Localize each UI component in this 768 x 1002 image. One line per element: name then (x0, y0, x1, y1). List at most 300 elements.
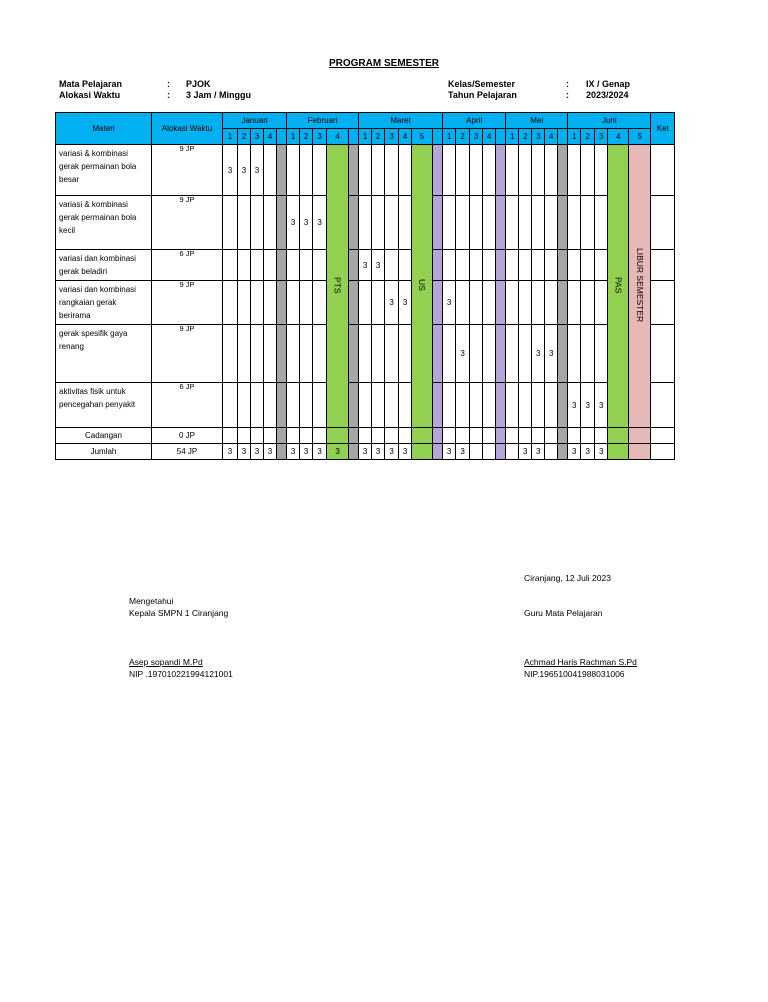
week-cell (506, 281, 519, 325)
colon: : (566, 79, 569, 89)
week-cell: 3 (456, 444, 470, 460)
week-cell (545, 383, 558, 428)
week-cell: 3 (313, 196, 327, 250)
week-cell: 3 (399, 444, 412, 460)
alokasi-cell: 0 JP (152, 428, 223, 444)
gray-separator (349, 196, 359, 250)
header-week: 3 (313, 129, 327, 145)
pts-cell (327, 428, 349, 444)
purple-separator (496, 325, 506, 383)
week-cell (519, 145, 532, 196)
week-cell (443, 428, 456, 444)
week-cell (595, 325, 608, 383)
week-cell (545, 281, 558, 325)
header-week: 5 (629, 129, 651, 145)
gray-separator (277, 325, 287, 383)
alokasi-cell: 9 JP (152, 196, 223, 250)
gray-separator (277, 196, 287, 250)
week-cell (545, 428, 558, 444)
left-signature-block (129, 595, 228, 619)
week-cell (456, 250, 470, 281)
header-week (558, 129, 568, 145)
alokasi-label: Alokasi Waktu (59, 90, 121, 100)
week-cell (568, 145, 581, 196)
ket-cell (651, 325, 675, 383)
purple-separator (496, 145, 506, 196)
purple-separator (433, 428, 443, 444)
week-cell (313, 325, 327, 383)
header-week: 3 (595, 129, 608, 145)
week-cell (238, 383, 251, 428)
week-cell (399, 428, 412, 444)
header-week: 3 (251, 129, 264, 145)
week-cell (313, 145, 327, 196)
week-cell (385, 250, 399, 281)
left-signer (129, 656, 233, 680)
week-cell: 3 (443, 281, 456, 325)
week-cell: 3 (287, 444, 300, 460)
week-cell (545, 250, 558, 281)
header-week: 2 (300, 129, 313, 145)
purple-separator (433, 196, 443, 250)
left-signer-nip: NIP .197010221994121001 (129, 669, 233, 679)
week-cell (238, 250, 251, 281)
materi-cell: variasi & kombinasi gerak permainan bola kecil (56, 196, 152, 250)
week-cell (300, 325, 313, 383)
purple-separator (433, 383, 443, 428)
week-cell: 3 (359, 444, 372, 460)
week-cell (359, 325, 372, 383)
materi-cell: aktivitas fisik untuk pencegahan penyakit (56, 383, 152, 428)
week-cell (595, 145, 608, 196)
header-week: 4 (608, 129, 629, 145)
week-cell: 3 (532, 444, 545, 460)
week-cell (506, 250, 519, 281)
week-cell (568, 196, 581, 250)
week-cell (264, 145, 277, 196)
week-cell (519, 428, 532, 444)
colon: : (566, 90, 569, 100)
week-cell (313, 281, 327, 325)
week-cell: 3 (359, 250, 372, 281)
page-title: PROGRAM SEMESTER (328, 58, 439, 69)
header-week: 3 (532, 129, 545, 145)
alokasi-cell: 9 JP (152, 281, 223, 325)
alokasi-cell: 6 JP (152, 383, 223, 428)
week-cell (470, 325, 483, 383)
week-cell (581, 281, 595, 325)
week-cell (385, 428, 399, 444)
header-month: Maret (359, 113, 443, 129)
week-cell (545, 444, 558, 460)
week-cell (483, 325, 496, 383)
gray-separator (277, 281, 287, 325)
week-cell (483, 196, 496, 250)
week-cell (519, 325, 532, 383)
pas-cell (608, 428, 629, 444)
meta-right-values (586, 79, 630, 101)
week-cell: 3 (545, 325, 558, 383)
purple-separator (433, 325, 443, 383)
program-semester-table (55, 112, 675, 460)
week-cell (399, 145, 412, 196)
lib-label: LIBUR SEMESTER (634, 247, 645, 323)
week-cell (385, 196, 399, 250)
week-cell (223, 428, 238, 444)
pts-label: PTS (332, 276, 343, 294)
lib-cell (629, 444, 651, 460)
week-cell (223, 325, 238, 383)
week-cell (470, 250, 483, 281)
header-week: 1 (287, 129, 300, 145)
week-cell (483, 428, 496, 444)
header-month: Januari (223, 113, 287, 129)
week-cell: 3 (456, 325, 470, 383)
week-cell: 3 (568, 444, 581, 460)
kelas-label: Kelas/Semester (448, 79, 516, 89)
right-signer-nip: NIP.196510041988031006 (524, 669, 625, 679)
week-cell: 3 (287, 196, 300, 250)
header-week: 4 (483, 129, 496, 145)
week-cell (287, 428, 300, 444)
place-date: Ciranjang, 12 Juli 2023 (524, 573, 611, 583)
header-ket: Ket (651, 113, 675, 145)
week-cell: 3 (251, 145, 264, 196)
week-cell (443, 145, 456, 196)
gray-separator (558, 325, 568, 383)
week-cell: 3 (223, 444, 238, 460)
meta-right-colons (566, 79, 569, 101)
week-cell (595, 250, 608, 281)
week-cell (470, 383, 483, 428)
week-cell (238, 325, 251, 383)
week-cell (595, 196, 608, 250)
alokasi-value: 3 Jam / Minggu (186, 90, 252, 100)
week-cell (443, 196, 456, 250)
week-cell (251, 428, 264, 444)
week-cell (519, 196, 532, 250)
week-cell: 3 (372, 444, 385, 460)
gray-separator (277, 383, 287, 428)
header-week: 1 (506, 129, 519, 145)
week-cell (372, 145, 385, 196)
week-cell (264, 196, 277, 250)
materi-cell: Jumlah (56, 444, 152, 460)
materi-cell: Cadangan (56, 428, 152, 444)
week-cell (506, 444, 519, 460)
right-signer (524, 656, 637, 680)
table-row (56, 250, 675, 281)
alokasi-cell: 54 JP (152, 444, 223, 460)
gray-separator (277, 145, 287, 196)
header-week: 1 (568, 129, 581, 145)
right-title: Guru Mata Pelajaran (524, 608, 603, 618)
header-month: Juni (568, 113, 651, 129)
week-cell (300, 383, 313, 428)
purple-separator (433, 145, 443, 196)
us-label: US (417, 279, 428, 291)
purple-separator (496, 383, 506, 428)
ket-cell (651, 428, 675, 444)
week-cell (532, 383, 545, 428)
week-cell (359, 281, 372, 325)
week-cell (581, 196, 595, 250)
week-cell (519, 250, 532, 281)
header-week: 2 (372, 129, 385, 145)
header-week: 1 (443, 129, 456, 145)
week-cell (506, 383, 519, 428)
week-cell (223, 196, 238, 250)
left-title-2: Kepala SMPN 1 Ciranjang (129, 608, 229, 618)
ket-cell (651, 196, 675, 250)
header-week: 1 (359, 129, 372, 145)
gray-separator (349, 281, 359, 325)
week-cell: 3 (238, 444, 251, 460)
kelas-value: IX / Genap (586, 79, 631, 89)
week-cell (300, 428, 313, 444)
week-cell (399, 325, 412, 383)
table-row (56, 444, 675, 460)
week-cell (519, 281, 532, 325)
week-cell (372, 325, 385, 383)
week-cell (532, 281, 545, 325)
week-cell (264, 281, 277, 325)
week-cell (568, 325, 581, 383)
us-cell (412, 444, 433, 460)
week-cell (251, 250, 264, 281)
week-cell: 3 (595, 383, 608, 428)
week-cell (313, 250, 327, 281)
meta-right-labels (448, 79, 517, 101)
week-cell: 3 (385, 444, 399, 460)
week-cell (581, 325, 595, 383)
week-cell: 3 (532, 325, 545, 383)
week-cell (595, 428, 608, 444)
week-cell (238, 281, 251, 325)
gray-separator (277, 250, 287, 281)
week-cell (506, 196, 519, 250)
header-week: 2 (581, 129, 595, 145)
purple-separator (433, 281, 443, 325)
header-week: 2 (238, 129, 251, 145)
us-column (412, 145, 433, 428)
header-week: 1 (223, 129, 238, 145)
header-week (277, 129, 287, 145)
week-cell (483, 444, 496, 460)
week-cell (532, 428, 545, 444)
pas-cell (608, 444, 629, 460)
ket-cell (651, 444, 675, 460)
meta-left-colons (167, 79, 170, 101)
gray-separator (558, 383, 568, 428)
week-cell: 3 (581, 444, 595, 460)
right-signer-name: Achmad Haris Rachman S.Pd (524, 657, 637, 667)
week-cell: 3 (223, 145, 238, 196)
gray-separator (349, 145, 359, 196)
week-cell (359, 145, 372, 196)
week-cell (595, 281, 608, 325)
week-cell (359, 383, 372, 428)
table-row (56, 428, 675, 444)
header-materi: Materi (56, 113, 152, 145)
week-cell (506, 428, 519, 444)
pts-column (327, 145, 349, 428)
week-cell: 3 (264, 444, 277, 460)
ket-cell (651, 281, 675, 325)
ket-cell (651, 250, 675, 281)
week-cell (568, 250, 581, 281)
week-cell (264, 383, 277, 428)
week-cell: 3 (581, 383, 595, 428)
week-cell: 3 (519, 444, 532, 460)
mapel-label: Mata Pelajaran (59, 79, 123, 89)
week-cell (385, 383, 399, 428)
week-cell (545, 145, 558, 196)
week-cell (470, 444, 483, 460)
table-row (56, 145, 675, 196)
ket-cell (651, 383, 675, 428)
week-cell (581, 145, 595, 196)
gray-separator (349, 428, 359, 444)
week-cell (568, 428, 581, 444)
header-week: 4 (545, 129, 558, 145)
header-week: 3 (470, 129, 483, 145)
header-week (349, 129, 359, 145)
purple-separator (496, 428, 506, 444)
colon: : (167, 79, 170, 89)
week-cell (483, 250, 496, 281)
week-cell (287, 281, 300, 325)
week-cell (238, 196, 251, 250)
week-cell: 3 (372, 250, 385, 281)
alokasi-cell: 9 JP (152, 325, 223, 383)
us-cell (412, 428, 433, 444)
gray-separator (558, 250, 568, 281)
purple-separator (433, 444, 443, 460)
table-row (56, 325, 675, 383)
week-cell: 3 (300, 444, 313, 460)
header-row-months (56, 113, 675, 129)
week-cell (532, 196, 545, 250)
week-cell (372, 428, 385, 444)
purple-separator (496, 444, 506, 460)
week-cell (443, 325, 456, 383)
week-cell (581, 250, 595, 281)
week-cell (359, 196, 372, 250)
header-week: 3 (385, 129, 399, 145)
header-month: Februari (287, 113, 359, 129)
week-cell (456, 145, 470, 196)
week-cell (287, 383, 300, 428)
header-month: April (443, 113, 506, 129)
alokasi-cell: 9 JP (152, 145, 223, 196)
header-alokasi: Alokasi Waktu (152, 113, 223, 145)
header-week (496, 129, 506, 145)
week-cell (399, 196, 412, 250)
week-cell (456, 428, 470, 444)
week-cell (385, 325, 399, 383)
alokasi-cell: 6 JP (152, 250, 223, 281)
purple-separator (496, 281, 506, 325)
pts-cell: 3 (327, 444, 349, 460)
week-cell: 3 (399, 281, 412, 325)
materi-cell: variasi & kombinasi gerak permainan bola besar (56, 145, 152, 196)
week-cell (251, 383, 264, 428)
mapel-value: PJOK (186, 79, 211, 89)
left-title-1: Mengetahui (129, 596, 174, 606)
week-cell (581, 428, 595, 444)
week-cell (470, 281, 483, 325)
ket-cell (651, 145, 675, 196)
gray-separator (349, 383, 359, 428)
week-cell (568, 281, 581, 325)
week-cell (264, 250, 277, 281)
week-cell (372, 281, 385, 325)
week-cell (506, 145, 519, 196)
week-cell (300, 281, 313, 325)
week-cell (238, 428, 251, 444)
week-cell (456, 196, 470, 250)
week-cell (223, 281, 238, 325)
lib-cell (629, 428, 651, 444)
week-cell (251, 196, 264, 250)
week-cell (545, 196, 558, 250)
gray-separator (558, 444, 568, 460)
lib-column (629, 145, 651, 428)
header-week: 5 (412, 129, 433, 145)
week-cell (470, 428, 483, 444)
purple-separator (433, 250, 443, 281)
week-cell: 3 (443, 444, 456, 460)
week-cell (519, 383, 532, 428)
week-cell (532, 145, 545, 196)
week-cell (251, 281, 264, 325)
meta-left-values (186, 79, 251, 101)
gray-separator (558, 428, 568, 444)
table-row (56, 196, 675, 250)
header-week: 2 (456, 129, 470, 145)
meta-left-labels (59, 79, 122, 101)
week-cell (483, 281, 496, 325)
table-row (56, 281, 675, 325)
week-cell: 3 (568, 383, 581, 428)
week-cell (456, 383, 470, 428)
week-cell: 3 (251, 444, 264, 460)
materi-cell: variasi dan kombinasi gerak beladiri (56, 250, 152, 281)
week-cell (399, 250, 412, 281)
gray-separator (277, 444, 287, 460)
week-cell (300, 250, 313, 281)
week-cell (483, 145, 496, 196)
materi-cell: gerak spesifik gaya renang (56, 325, 152, 383)
gray-separator (349, 444, 359, 460)
pas-label: PAS (613, 276, 624, 294)
week-cell (483, 383, 496, 428)
week-cell: 3 (300, 196, 313, 250)
purple-separator (496, 196, 506, 250)
week-cell (287, 145, 300, 196)
week-cell (385, 145, 399, 196)
week-cell: 3 (313, 444, 327, 460)
purple-separator (496, 250, 506, 281)
week-cell: 3 (385, 281, 399, 325)
colon: : (167, 90, 170, 100)
week-cell (251, 325, 264, 383)
gray-separator (349, 325, 359, 383)
week-cell (313, 428, 327, 444)
header-week (433, 129, 443, 145)
header-week: 4 (327, 129, 349, 145)
